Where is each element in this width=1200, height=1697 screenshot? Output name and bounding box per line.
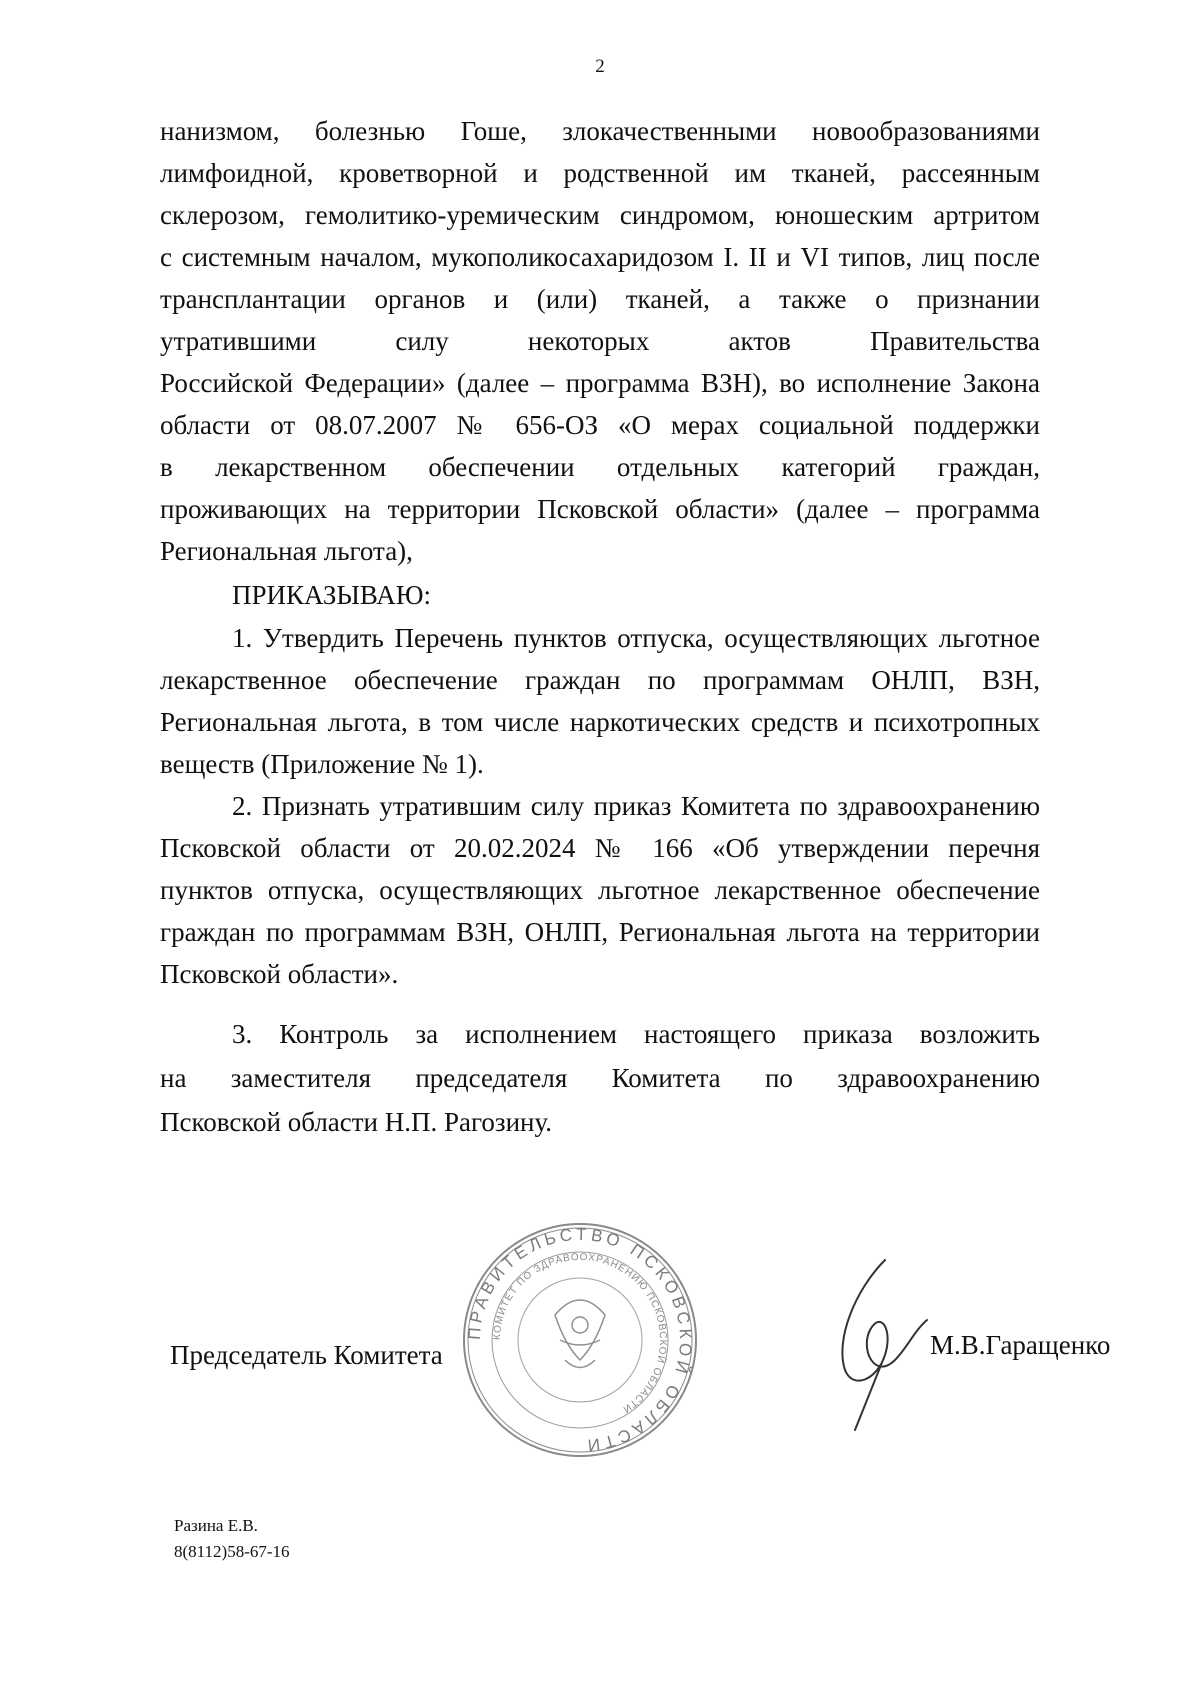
item1-line: 1. Утвердить Перечень пунктов отпуска, осуществляющих льготное [232, 623, 1040, 653]
stamp-outer-text: ПРАВИТЕЛЬСТВО ПСКОВСКОЙ ОБЛАСТИ [464, 1224, 696, 1456]
paragraph-line: Региональная льгота), [160, 536, 413, 566]
item2-line: граждан по программам ВЗН, ОНЛП, Региональная льгота на территории [160, 917, 1040, 947]
item3-line: Псковской области Н.П. Рагозину. [160, 1107, 553, 1137]
item2-line: 2. Признать утратившим силу приказ Комитета по здравоохранению [232, 791, 1040, 821]
executor-phone: 8(8112)58-67-16 [174, 1542, 290, 1561]
item1-line: Региональная льгота, в том числе наркотических средств и психотропных [160, 707, 1040, 737]
paragraph-line: области от 08.07.2007 № 656-ОЗ «О мерах социальной поддержки [160, 410, 1040, 440]
order-word: ПРИКАЗЫВАЮ: [232, 580, 431, 610]
page-number: 2 [595, 56, 605, 77]
official-stamp [460, 1220, 700, 1460]
item3-line: 3. Контроль за исполнением настоящего приказа возложить [232, 1019, 1040, 1049]
paragraph-line: с системным началом, мукополикосахаридозом I. II и VI типов, лиц после [160, 242, 1040, 272]
item1-line: веществ (Приложение № 1). [160, 749, 484, 779]
coat-of-arms-icon [555, 1300, 605, 1368]
paragraph-line: лимфоидной, кроветворной и родственной им тканей, рассеянным [160, 158, 1040, 188]
paragraph-line: утратившими силу некоторых актов Правительства [160, 326, 1040, 356]
paragraph-line: в лекарственном обеспечении отдельных категорий граждан, [160, 452, 1040, 482]
handwritten-signature [815, 1250, 945, 1440]
item3-line: на заместителя председателя Комитета по здравоохранению [160, 1063, 1040, 1093]
paragraph-line: проживающих на территории Псковской области» (далее – программа [160, 494, 1040, 524]
signatory-title: Председатель Комитета [170, 1340, 443, 1370]
executor-name: Разина Е.В. [174, 1516, 258, 1535]
paragraph-line: склерозом, гемолитико-уремическим синдромом, юношеским артритом [160, 200, 1040, 230]
item2-line: пунктов отпуска, осуществляющих льготное лекарственное обеспечение [160, 875, 1040, 905]
paragraph-line: трансплантации органов и (или) тканей, а также о признании [160, 284, 1040, 314]
item2-line: Псковской области». [160, 959, 399, 989]
item2-line: Псковской области от 20.02.2024 № 166 «Об утверждении перечня [160, 833, 1040, 863]
paragraph-line: нанизмом, болезнью Гоше, злокачественными новообразованиями [160, 116, 1040, 146]
stamp-inner-text: КОМИТЕТ ПО ЗДРАВООХРАНЕНИЮ ПСКОВСКОЙ ОБЛАСТИ [491, 1251, 669, 1415]
paragraph-line: Российской Федерации» (далее – программа ВЗН), во исполнение Закона [160, 368, 1040, 398]
item1-line: лекарственное обеспечение граждан по программам ОНЛП, ВЗН, [160, 665, 1040, 695]
signatory-name: М.В.Гаращенко [930, 1330, 1111, 1360]
